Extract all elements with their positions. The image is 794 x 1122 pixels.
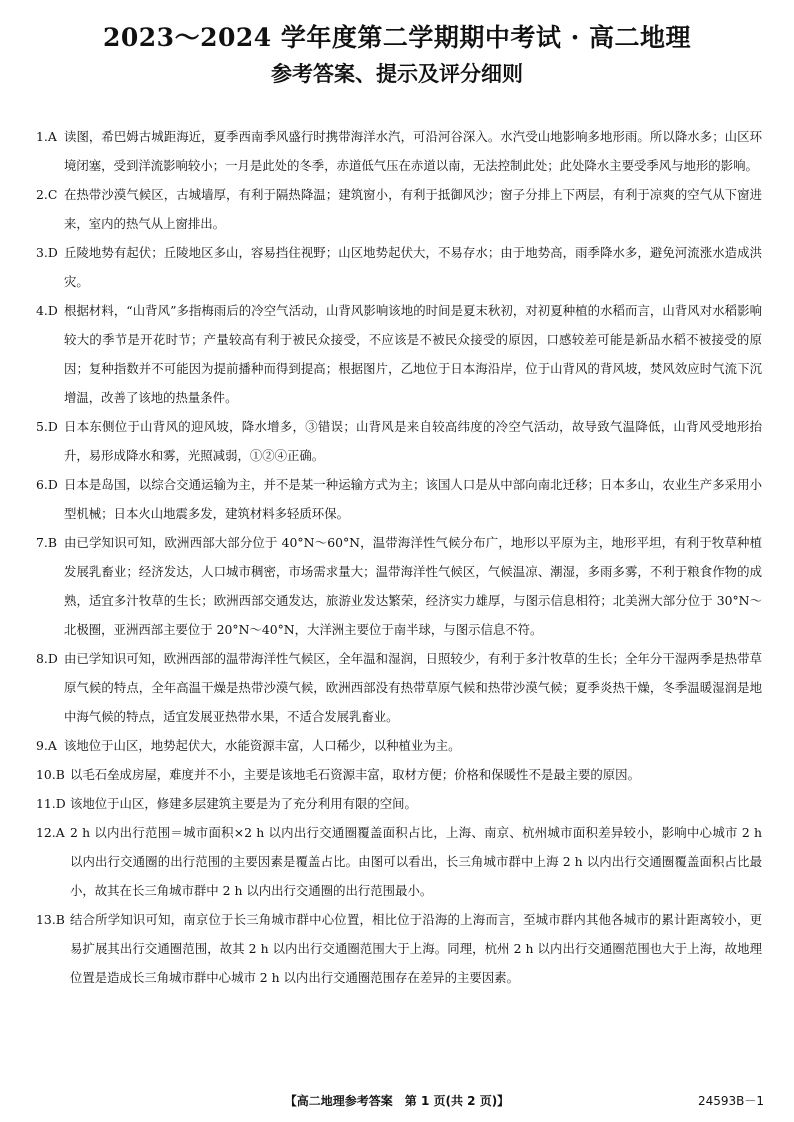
answer-number: 13.B <box>36 912 65 927</box>
page-title: 2023～2024 学年度第二学期期中考试 · 高二地理 <box>103 23 691 52</box>
answer-number: 11.D <box>36 796 66 811</box>
answer-explanation: 丘陵地势有起伏；丘陵地区多山，容易挡住视野；山区地势起伏大，不易存水；由于地势高，雨季降水多，避免河流涨水造成洪灾。 <box>64 245 762 289</box>
answer-explanation: 该地位于山区，地势起伏大，水能资源丰富，人口稀少，以种植业为主。 <box>64 738 461 753</box>
answer-explanation: 日本东侧位于山背风的迎风坡，降水增多，③错误；山背风是来自较高纬度的冷空气活动，故导致气温降低，山背风受地形抬升，易形成降水和雾，光照减弱，①②④正确。 <box>64 419 762 463</box>
page-subtitle: 参考答案、提示及评分细则 <box>271 62 523 86</box>
answer-item-9 <box>36 731 762 760</box>
answer-explanation: 以毛石垒成房屋，难度并不小，主要是该地毛石资源丰富，取材方便；价格和保暖性不是最主要的原因。 <box>70 767 640 782</box>
answer-explanation: 2 h 以内出行范围＝城市面积×2 h 以内出行交通圈覆盖面积占比，上海、南京、杭州城市面积差异较小，影响中心城市 2 h 以内出行交通圈的出行范围的主要因素是覆盖占比。由图可以看出，长三角城市群中上海 2 h 以内出行交通圈覆盖面积占比最小，故其在长三角城市群中 2 h 以内出行交通圈的出行范围最小。 <box>70 825 762 898</box>
answer-number: 7.B <box>36 535 57 550</box>
answer-explanation: 该地位于山区，修建多层建筑主要是为了充分利用有限的空间。 <box>70 796 417 811</box>
answer-number: 2.C <box>36 187 58 202</box>
answer-explanation: 由已学知识可知，欧洲西部大部分位于 40°N～60°N，温带海洋性气候分布广，地形以平原为主，地形平坦，有利于牧草种植发展乳畜业；经济发达，人口城市稠密，市场需求量大；温带海洋性气候区，气候温凉、潮湿，多雨多雾，不利于粮食作物的成熟，适宜多汁牧草的生长；欧洲西部交通发达，旅游业发达繁荣，经济实力雄厚，与图示信息相符；北美洲大部分位于 30°N～北极圈，亚洲西部主要位于 20°N～40°N，大洋洲主要位于南半球，与图示信息不符。 <box>64 535 762 637</box>
answer-number: 4.D <box>36 303 58 318</box>
answer-explanation: 结合所学知识可知，南京位于长三角城市群中心位置，相比位于沿海的上海而言，至城市群内其他各城市的累计距离较小，更易扩展其出行交通圈范围，故其 2 h 以内出行交通圈范围大于上海。同理，杭州 2 h 以内出行交通圈范围也大于上海，故地理位置是造成长三角城市群中心城市 2 h 以内出行交通圈范围存在差异的主要因素。 <box>70 912 762 985</box>
footer-page-info: 【高二地理参考答案 第 1 页(共 2 页)】 <box>284 1094 510 1108</box>
answer-item-7 <box>36 528 762 644</box>
footer-document-code: 24593B－1 <box>697 1094 764 1108</box>
answer-number: 12.A <box>36 825 65 840</box>
answer-item-8 <box>36 644 762 731</box>
answer-explanation: 读图，希巴姆古城距海近，夏季西南季风盛行时携带海洋水汽，可沿河谷深入。水汽受山地影响多地形雨。所以降水多；山区环境闭塞，受到洋流影响较小；一月是此处的冬季，赤道低气压在赤道以南，无法控制此处；此处降水主要受季风与地形的影响。 <box>64 129 762 173</box>
answer-item-2 <box>36 180 762 238</box>
answer-number: 9.A <box>36 738 57 753</box>
answer-item-3 <box>36 238 762 296</box>
answer-number: 3.D <box>36 245 58 260</box>
answer-item-5 <box>36 412 762 470</box>
answer-number: 10.B <box>36 767 65 782</box>
answer-list <box>36 122 762 992</box>
answer-explanation: 根据材料，“山背风”多指梅雨后的冷空气活动，山背风影响该地的时间是夏末秋初，对初夏种植的水稻而言，山背风对水稻影响较大的季节是开花时节；产量较高有利于被民众接受，不应该是不被民众接受的原因，口感较差可能是新品水稻不被接受的原因；复种指数并不可能因为提前播种而得到提高；根据图片，乙地位于日本海沿岸，位于山背风的背风坡，焚风效应时气流下沉增温，改善了该地的热量条件。 <box>64 303 762 405</box>
answer-item-12 <box>36 818 762 905</box>
answer-number: 8.D <box>36 651 58 666</box>
answer-explanation: 由已学知识可知，欧洲西部的温带海洋性气候区，全年温和湿润，日照较少，有利于多汁牧草的生长；全年分干湿两季是热带草原气候的特点，全年高温干燥是热带沙漠气候，欧洲西部没有热带草原气候和热带沙漠气候；夏季炎热干燥，冬季温暖湿润是地中海气候的特点，适宜发展亚热带水果，不适合发展乳畜业。 <box>64 651 762 724</box>
answer-number: 5.D <box>36 419 58 434</box>
answer-item-1 <box>36 122 762 180</box>
answer-explanation: 日本是岛国，以综合交通运输为主，并不是某一种运输方式为主；该国人口是从中部向南北迁移；日本多山，农业生产多采用小型机械；日本火山地震多发，建筑材料多轻质环保。 <box>64 477 762 521</box>
answer-item-11 <box>36 789 762 818</box>
answer-explanation: 在热带沙漠气候区，古城墙厚，有利于隔热降温；建筑窗小，有利于抵御风沙；窗子分排上下两层，有利于凉爽的空气从下窗进来，室内的热气从上窗排出。 <box>64 187 762 231</box>
answer-item-13 <box>36 905 762 992</box>
answer-number: 1.A <box>36 129 57 144</box>
answer-number: 6.D <box>36 477 58 492</box>
answer-item-10 <box>36 760 762 789</box>
answer-item-4 <box>36 296 762 412</box>
answer-item-6 <box>36 470 762 528</box>
